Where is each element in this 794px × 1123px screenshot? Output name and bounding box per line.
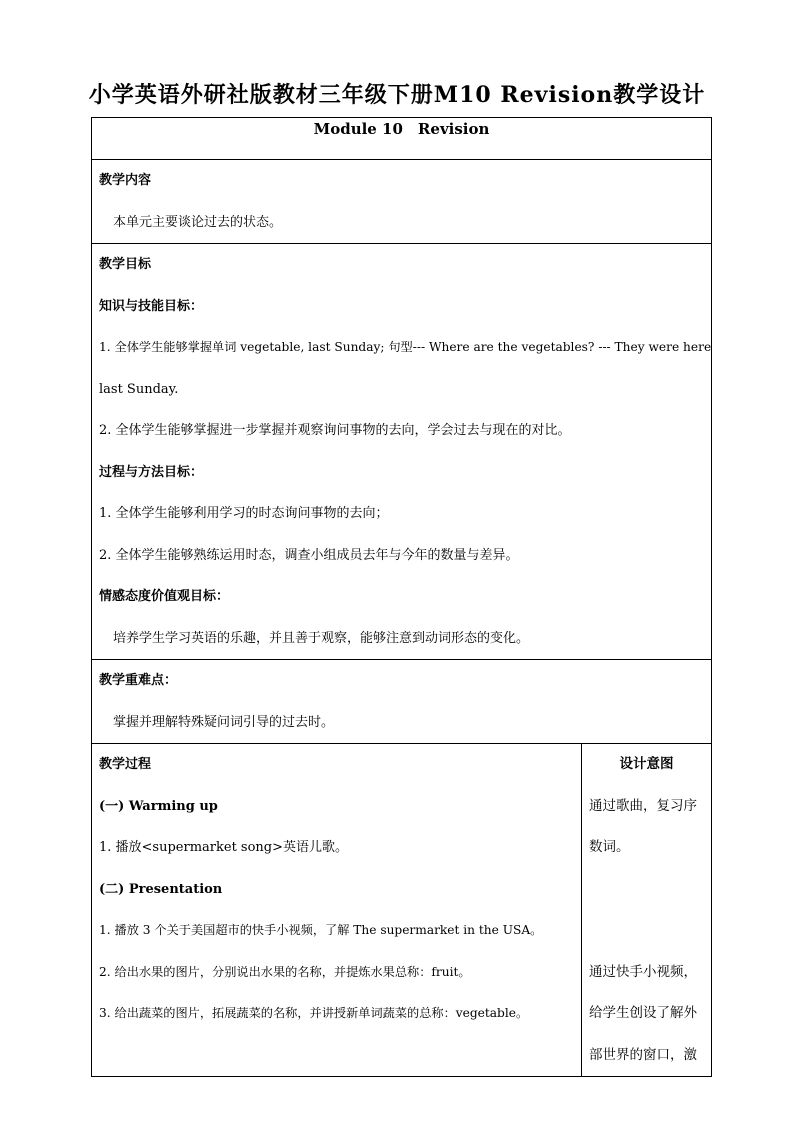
- intent-heading: 设计意图: [619, 756, 674, 772]
- lesson-plan-table: [91, 117, 712, 1077]
- intent-line: 数词。: [589, 839, 630, 855]
- warmup-heading: (一) Warming up: [99, 798, 218, 814]
- knowledge-item-2: 2. 全体学生能够掌握进一步掌握并观察询问事物的去向，学会过去与现在的对比。: [99, 423, 571, 438]
- intent-line: 部世界的窗口，激: [589, 1046, 697, 1063]
- content-section: [92, 160, 712, 244]
- process-section: [92, 744, 712, 1077]
- process-heading: 教学过程: [99, 757, 152, 772]
- process-goal-item-2: 2. 全体学生能够熟练运用时态，调查小组成员去年与今年的数量与差异。: [99, 547, 519, 563]
- difficulty-heading: 教学重难点：: [99, 673, 178, 688]
- presentation-item-1: 1. 播放 3 个关于美国超市的快手小视频，了解 The supermarket in the USA。: [99, 923, 543, 937]
- design-intent-cell: [582, 744, 712, 1077]
- content-heading: 教学内容: [99, 173, 152, 188]
- intent-line: [589, 869, 704, 911]
- document-title: 小学英语外研社版教材三年级下册M10 Revision教学设计: [88, 82, 706, 108]
- objectives-section: [92, 244, 712, 660]
- objectives-heading: 教学目标: [99, 257, 152, 272]
- intent-line: 通过快手小视频，: [589, 963, 697, 980]
- content-text: 本单元主要谈论过去的状态。: [113, 214, 283, 230]
- presentation-item-3: 3. 给出蔬菜的图片，拓展蔬菜的名称，并讲授新单词蔬菜的总称：vegetable。: [99, 1006, 529, 1020]
- presentation-heading: (二) Presentation: [99, 881, 223, 897]
- knowledge-item-1-line-2: last Sunday.: [99, 381, 179, 397]
- module-header: Module 10 Revision: [92, 118, 712, 160]
- difficulty-text: 掌握并理解特殊疑问词引导的过去时。: [113, 714, 335, 730]
- knowledge-item-1-line-1: 1. 全体学生能够掌握单词 vegetable, last Sunday; 句型--- Where are the vegetables? --- They were here: [99, 340, 712, 354]
- emotion-heading: 情感态度价值观目标：: [99, 589, 230, 604]
- presentation-item-2: 2. 给出水果的图片，分别说出水果的名称，并提炼水果总称：fruit。: [99, 964, 471, 979]
- knowledge-heading: 知识与技能目标：: [99, 298, 204, 314]
- process-goal-item-1: 1. 全体学生能够利用学习的时态询问事物的去向；: [99, 506, 389, 521]
- process-main-cell: [92, 744, 582, 1077]
- intent-line: [589, 910, 704, 952]
- process-goals-heading: 过程与方法目标：: [99, 464, 204, 480]
- intent-line: 通过歌曲，复习序: [589, 797, 697, 814]
- emotion-text: 培养学生学习英语的乐趣，并且善于观察，能够注意到动词形态的变化。: [113, 630, 530, 646]
- intent-line: 给学生创设了解外: [589, 1005, 697, 1021]
- difficulty-section: [92, 660, 712, 744]
- warmup-item-1: 1. 播放<supermarket song>英语儿歌。: [99, 840, 349, 855]
- module-header-row: [92, 118, 712, 160]
